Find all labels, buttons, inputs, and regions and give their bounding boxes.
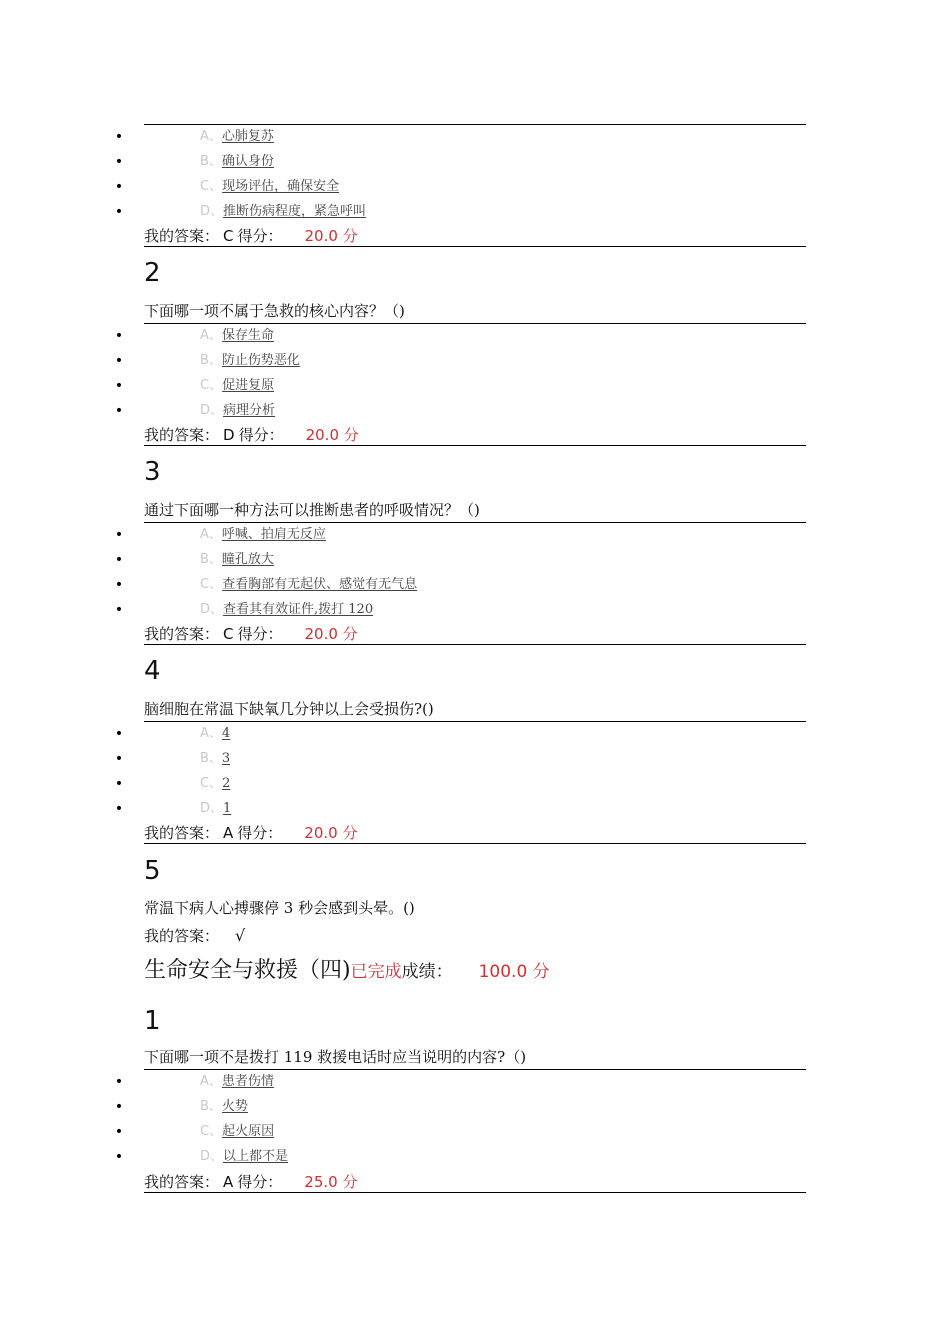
bullet: • xyxy=(114,577,124,593)
answer-line xyxy=(144,424,359,446)
bullet: • xyxy=(114,801,124,817)
score-value: 20.0 分 xyxy=(304,227,358,245)
answer-label: 我的答案： xyxy=(144,927,220,945)
section-header xyxy=(144,955,550,988)
divider xyxy=(144,1069,806,1070)
option-letter: D、 xyxy=(200,1149,224,1164)
option-c[interactable] xyxy=(200,376,274,396)
option-letter: B、 xyxy=(200,154,222,169)
option-letter: B、 xyxy=(200,552,222,567)
option-d[interactable] xyxy=(200,401,275,421)
option-b[interactable] xyxy=(200,1097,248,1117)
answer-line xyxy=(144,225,358,247)
option-text: 4 xyxy=(221,726,231,741)
answer-line xyxy=(144,925,245,947)
option-letter: A、 xyxy=(200,328,222,343)
divider xyxy=(144,721,806,722)
option-a[interactable] xyxy=(200,525,326,545)
question-number: 1 xyxy=(144,1006,161,1036)
option-letter: D、 xyxy=(200,602,224,617)
option-a[interactable] xyxy=(200,326,274,346)
answer-label: 我的答案： xyxy=(144,1173,220,1191)
option-b[interactable] xyxy=(200,550,274,570)
score-value: 20.0 分 xyxy=(304,824,358,842)
option-text: 促进复原 xyxy=(222,378,275,393)
answer-value: C xyxy=(223,227,234,245)
option-letter: C、 xyxy=(200,577,223,592)
option-text: 以上都不是 xyxy=(223,1149,289,1164)
option-b[interactable] xyxy=(200,152,274,172)
option-text: 呼喊、拍肩无反应 xyxy=(221,527,326,542)
option-text: 火势 xyxy=(221,1099,248,1114)
option-b[interactable] xyxy=(200,749,230,769)
score-label: 得分： xyxy=(237,625,283,643)
option-letter: B、 xyxy=(200,353,222,368)
question-text: 下面哪一项不是拨打 119 救援电话时应当说明的内容?（) xyxy=(144,1048,527,1066)
bullet: • xyxy=(114,1074,124,1090)
score-label: 得分： xyxy=(237,1173,283,1191)
bullet: • xyxy=(114,1149,124,1165)
bullet: • xyxy=(114,602,124,618)
option-text: 防止伤势恶化 xyxy=(221,353,300,368)
grade-value: 100.0 分 xyxy=(478,962,550,982)
option-text: 起火原因 xyxy=(222,1124,275,1139)
option-text: 查看胸部有无起伏、感觉有无气息 xyxy=(222,577,418,592)
bullet: • xyxy=(114,726,124,742)
option-a[interactable] xyxy=(200,724,230,744)
status-badge: 已完成 xyxy=(350,962,402,982)
option-text: 确认身份 xyxy=(221,154,274,169)
divider xyxy=(144,843,806,844)
option-text: 患者伤情 xyxy=(221,1074,274,1089)
answer-line xyxy=(144,822,357,844)
question-number: 5 xyxy=(144,856,161,886)
option-text: 心肺复苏 xyxy=(221,129,274,144)
answer-value: C xyxy=(223,625,234,643)
divider xyxy=(144,522,806,523)
question-number: 2 xyxy=(144,258,161,288)
option-text: 1 xyxy=(223,801,232,816)
answer-line xyxy=(144,1171,357,1193)
answer-label: 我的答案： xyxy=(144,426,220,444)
answer-value: D xyxy=(223,426,235,444)
option-a[interactable] xyxy=(200,1072,274,1092)
answer-value: A xyxy=(223,1173,234,1191)
bullet: • xyxy=(114,403,124,419)
grade-label: 成绩： xyxy=(401,962,453,982)
answer-value: A xyxy=(223,824,234,842)
option-b[interactable] xyxy=(200,351,300,371)
answer-label: 我的答案： xyxy=(144,824,220,842)
bullet: • xyxy=(114,378,124,394)
option-text: 瞳孔放大 xyxy=(221,552,274,567)
score-label: 得分： xyxy=(237,227,283,245)
divider xyxy=(144,323,806,324)
question-number: 4 xyxy=(144,656,161,686)
option-letter: A、 xyxy=(200,527,222,542)
bullet: • xyxy=(114,154,124,170)
section-title: 生命安全与救援（四) xyxy=(144,958,351,983)
option-text: 3 xyxy=(221,751,231,766)
bullet: • xyxy=(114,527,124,543)
score-label: 得分： xyxy=(238,426,284,444)
score-value: 25.0 分 xyxy=(304,1173,358,1191)
option-d[interactable] xyxy=(200,600,373,620)
divider xyxy=(144,1192,806,1193)
option-letter: D、 xyxy=(200,403,224,418)
check-mark-icon: √ xyxy=(235,926,246,945)
option-letter: B、 xyxy=(200,1099,222,1114)
score-label: 得分： xyxy=(237,824,283,842)
option-letter: C、 xyxy=(200,179,223,194)
option-text: 查看其有效证件,拨打 120 xyxy=(223,602,374,617)
option-c[interactable] xyxy=(200,177,339,197)
option-text: 推断伤病程度，紧急呼叫 xyxy=(223,204,367,219)
option-c[interactable] xyxy=(200,1122,274,1142)
score-value: 20.0 分 xyxy=(305,426,359,444)
option-letter: D、 xyxy=(200,204,224,219)
bullet: • xyxy=(114,204,124,220)
question-text: 下面哪一项不属于急救的核心内容？（) xyxy=(144,302,405,320)
question-text: 通过下面哪一种方法可以推断患者的呼吸情况？（) xyxy=(144,501,480,519)
option-letter: A、 xyxy=(200,129,222,144)
option-c[interactable] xyxy=(200,774,230,794)
bullet: • xyxy=(114,751,124,767)
option-text: 病理分析 xyxy=(223,403,276,418)
score-value: 20.0 分 xyxy=(304,625,358,643)
bullet: • xyxy=(114,552,124,568)
divider xyxy=(144,644,806,645)
bullet: • xyxy=(114,1124,124,1140)
answer-label: 我的答案： xyxy=(144,625,220,643)
option-d[interactable] xyxy=(200,1147,288,1167)
bullet: • xyxy=(114,328,124,344)
bullet: • xyxy=(114,179,124,195)
option-letter: C、 xyxy=(200,1124,223,1139)
option-letter: B、 xyxy=(200,751,222,766)
bullet: • xyxy=(114,129,124,145)
divider xyxy=(144,445,806,446)
bullet: • xyxy=(114,353,124,369)
option-d[interactable] xyxy=(200,799,231,819)
divider xyxy=(144,124,806,125)
bullet: • xyxy=(114,1099,124,1115)
answer-label: 我的答案： xyxy=(144,227,220,245)
option-d[interactable] xyxy=(200,202,366,222)
question-number: 3 xyxy=(144,457,161,487)
option-letter: C、 xyxy=(200,776,223,791)
option-a[interactable] xyxy=(200,127,274,147)
divider xyxy=(144,246,806,247)
answer-line xyxy=(144,623,358,645)
option-text: 现场评估，确保安全 xyxy=(222,179,340,194)
option-letter: A、 xyxy=(200,1074,222,1089)
question-text: 常温下病人心搏骤停 3 秒会感到头晕。() xyxy=(144,899,415,917)
option-text: 2 xyxy=(222,776,231,791)
option-letter: C、 xyxy=(200,378,223,393)
option-letter: D、 xyxy=(200,801,224,816)
bullet: • xyxy=(114,776,124,792)
option-letter: A、 xyxy=(200,726,222,741)
option-text: 保存生命 xyxy=(221,328,274,343)
question-text: 脑细胞在常温下缺氧几分钟以上会受损伤?() xyxy=(144,700,434,718)
option-c[interactable] xyxy=(200,575,417,595)
